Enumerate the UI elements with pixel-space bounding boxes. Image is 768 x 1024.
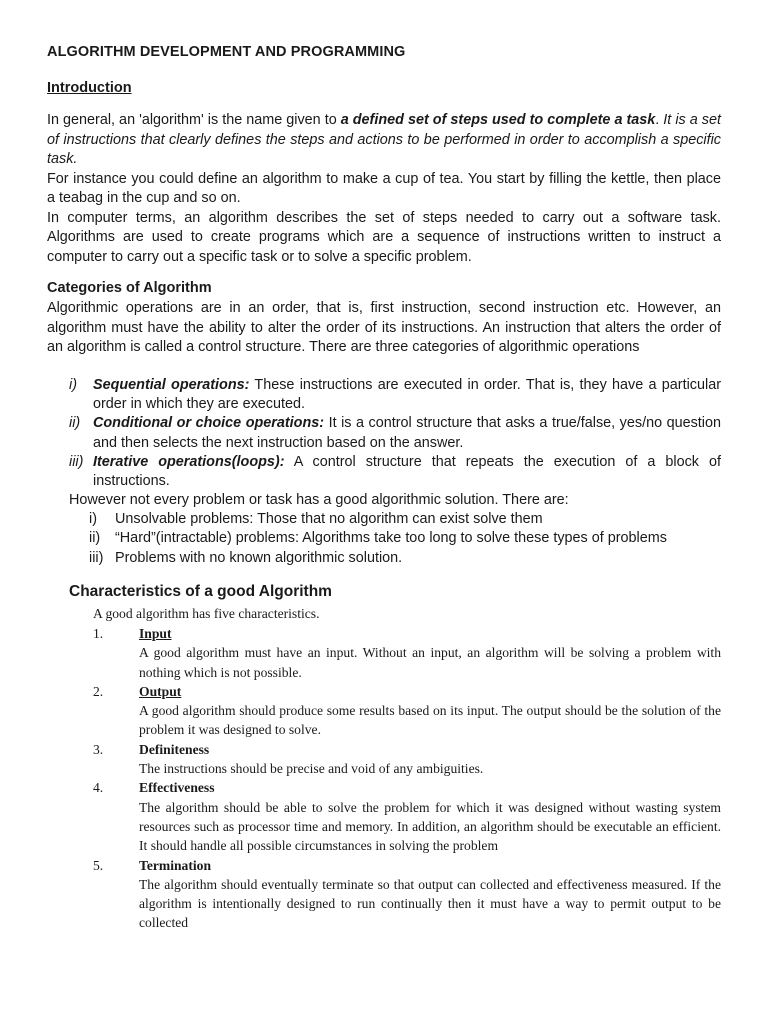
- list-item-number: 2.: [93, 683, 104, 699]
- list-item-text: It is a control structure that asks a true/false, yes/no question and then selects the next instruction based on the answer.: [93, 415, 722, 451]
- problems-list: [69, 510, 721, 568]
- list-item-text: Unsolvable problems: Those that no algorithm can exist solve them: [115, 511, 543, 527]
- intro-p1-start: In general, an 'algorithm' is the name given to: [47, 112, 341, 128]
- list-item-description: A good algorithm must have an input. Without an input, an algorithm will be solving a problem with nothing which is not possible.: [139, 645, 721, 680]
- list-item: [69, 529, 721, 548]
- list-item-number: iii): [89, 549, 104, 566]
- list-item-name: Effectiveness: [139, 780, 215, 796]
- list-item-name: Termination: [139, 857, 212, 873]
- intro-paragraph-1: [47, 111, 721, 170]
- list-item-number: i): [89, 511, 97, 527]
- list-item: [93, 682, 721, 740]
- list-item-text: These instructions are executed in order. That is, they have a particular order in which they are executed.: [93, 377, 721, 413]
- list-item: [69, 510, 721, 529]
- list-item: [47, 453, 721, 491]
- categories-list: [47, 376, 721, 491]
- list-item-text: Problems with no known algorithmic solution.: [115, 549, 403, 566]
- intro-p1-emphasis: a defined set of steps used to complete a task: [340, 112, 656, 128]
- list-item-description: The instructions should be precise and void of any ambiguities.: [139, 761, 484, 777]
- list-item-name: Conditional or choice operations:: [93, 415, 325, 432]
- categories-heading: Categories of Algorithm: [47, 280, 212, 296]
- list-item-name: Sequential operations:: [93, 377, 250, 393]
- list-item-number: iii): [69, 453, 84, 470]
- list-item-number: 5.: [93, 857, 104, 873]
- list-item-text: “Hard”(intractable) problems: Algorithms take too long to solve these types of problems: [115, 530, 667, 547]
- however-sentence: However not every problem or task has a good algorithmic solution. There are:: [69, 492, 569, 508]
- document-title: ALGORITHM DEVELOPMENT AND PROGRAMMING: [47, 44, 406, 60]
- list-item-number: ii): [69, 415, 81, 432]
- characteristics-intro: A good algorithm has five characteristics.: [93, 606, 320, 621]
- list-item-name: Output: [139, 683, 182, 699]
- list-item: [69, 549, 721, 568]
- intro-p1-end: .: [655, 112, 660, 128]
- list-item: [47, 376, 721, 414]
- list-item-name: Input: [139, 626, 172, 641]
- list-item: [93, 624, 721, 682]
- intro-p1-italic: It is a set of instructions that clearly defines the steps and actions to be performed in order to accomplish a specific task.: [47, 112, 721, 167]
- list-item-name: Iterative operations(loops):: [93, 453, 285, 470]
- list-item-description: A good algorithm should produce some results based on its input. The output should be the solution of the problem it was designed to solve.: [139, 703, 721, 738]
- list-item-number: 4.: [93, 780, 104, 796]
- categories-paragraph: Algorithmic operations are in an order, that is, first instruction, second instruction etc. However, an algorithm must have the ability to alter the order of its instructions. An instruction that alters the order of an algorithm is called a control structure. There are three categories of algorithmic operations: [47, 300, 721, 355]
- list-item: [47, 414, 721, 452]
- intro-paragraph-2: For instance you could define an algorithm to make a cup of tea. You start by filling the kettle, then place a teabag in the cup and so on.: [47, 170, 721, 206]
- list-item-description: The algorithm should be able to solve the problem for which it was designed without wasting system resources such as processor time and memory. In addition, an algorithm should be executable an efficient. It should handle all possible circumstances in solving the problem: [139, 799, 721, 854]
- characteristics-heading: Characteristics of a good Algorithm: [69, 583, 332, 600]
- list-item-number: 3.: [93, 741, 104, 757]
- introduction-body: [47, 111, 721, 267]
- intro-paragraph-3: In computer terms, an algorithm describes the set of steps needed to carry out a software task. Algorithms are used to create programs which are a sequence of instructions written to instruct a computer to carry out a specific task or to solve a specific problem.: [47, 209, 721, 265]
- list-item-name: Definiteness: [139, 741, 210, 757]
- list-item-text: A control structure that repeats the execution of a block of instructions.: [93, 453, 721, 490]
- list-item: [93, 856, 721, 933]
- list-item-number: ii): [89, 530, 101, 547]
- list-item: [93, 740, 721, 779]
- list-item-description: The algorithm should eventually terminate so that output can collected and effectiveness measured. If the algorithm is intentionally designed to run continually then it must have a way to permit output to be collected: [139, 876, 721, 931]
- list-item: [93, 778, 721, 855]
- list-item-number: i): [69, 377, 77, 393]
- list-item-number: 1.: [93, 626, 104, 641]
- characteristics-list: [93, 624, 721, 933]
- introduction-heading: Introduction: [47, 80, 132, 96]
